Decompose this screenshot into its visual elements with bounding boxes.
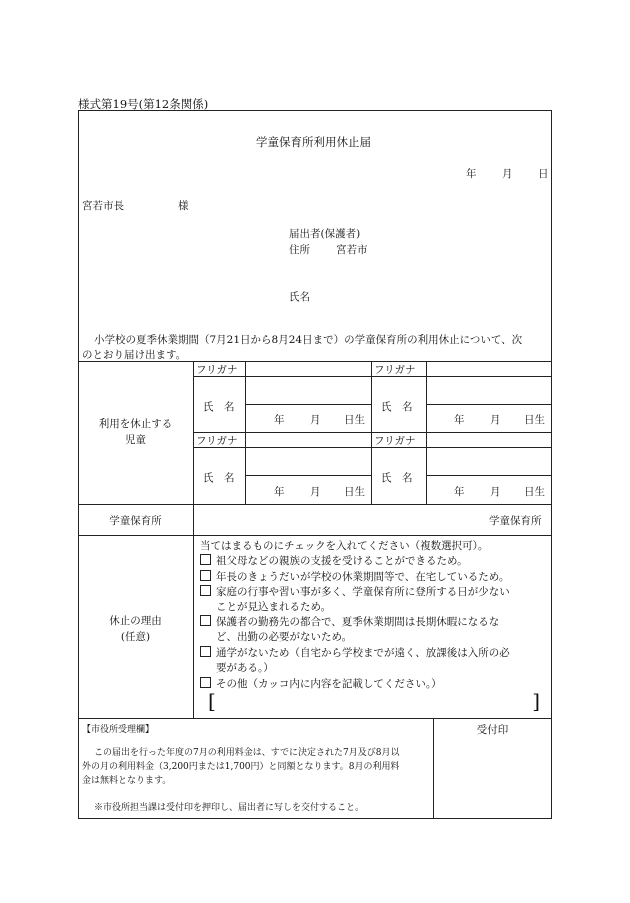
statement-line1: 小学校の夏季休業期間（7月21日から8月24日まで）の学童保育所の利用休止について、次 [94,334,523,346]
form-frame [78,110,552,819]
office-note-line2: 外の月の利用料金（3,200円または1,700円）と同額となります。8月の利用料 [82,762,400,772]
checkbox-icon[interactable] [200,646,211,657]
reason-option-4-label-cont: ど、出勤の必要がないため。 [216,631,353,643]
child-3-name-rule [245,475,371,476]
children-furigana-rule-1 [193,376,552,377]
reason-option-5-label: 通学がないため（自宅から学校までが遠く、放課後は入所の必 [216,647,510,659]
child-4-name-label: 氏 名 [381,472,413,484]
child-1-birth-year: 年 [274,414,285,426]
reason-divider [193,535,194,718]
reason-option-3[interactable] [200,584,510,599]
children-row-rule [193,432,552,433]
office-footnote: ※市役所担当課は受付印を押印し、届出者に写しを交付すること。 [94,803,365,813]
applicant-address-value: 宮若市 [336,244,368,256]
children-header-divider [193,361,194,535]
child-1-name-rule [245,404,371,405]
child-2-name-rule [426,404,552,405]
bracket-close: ] [532,689,540,713]
reason-option-2[interactable] [200,569,509,584]
applicant-name-label: 氏名 [289,291,310,303]
reason-option-6-label: その他（カッコ内に内容を記載してください。） [216,678,442,690]
reason-label-line1: 休止の理由 [109,615,162,627]
facility-suffix: 学童保育所 [489,515,542,527]
child-2-name-label: 氏 名 [381,401,413,413]
child-1-name-label: 氏 名 [203,401,235,413]
child-2-birth-year: 年 [454,414,465,426]
statement-line2: のとおり届け出ます。 [82,349,187,361]
child-3-name-label: 氏 名 [203,472,235,484]
children-furigana-rule-2 [193,447,552,448]
reason-option-4-label: 保護者の勤務先の都合で、夏季休業期間は長期休暇になるな [216,616,500,628]
reason-label-line2: (任意) [120,631,151,643]
reason-instruction: 当てはまるものにチェックを入れてください（複数選択可）。 [200,540,489,552]
children-header-line2: 児童 [125,434,146,446]
child-2-birth-month: 月 [490,414,501,426]
checkbox-icon[interactable] [200,554,211,565]
reason-option-1-label: 祖父母などの親族の支援を受けることができるため。 [216,555,468,567]
date-month-label: 月 [502,168,513,180]
reason-option-4[interactable] [200,614,499,629]
date-year-label: 年 [466,168,477,180]
reason-option-1[interactable] [200,553,468,568]
reason-option-3-label: 家庭の行事や習い事が多く、学童保育所に登所する日が少ない [216,586,510,598]
office-note-line3: 金は無料となります。 [82,776,172,786]
children-bottom-rule [78,504,552,505]
form-number: 様式第19号(第12条関係) [78,97,209,111]
children-top-rule [78,361,552,362]
child-4-furigana-label: フリガナ [374,435,416,447]
reception-stamp-label: 受付印 [476,724,509,736]
child-4-birth-day: 日生 [524,486,545,498]
reason-bottom-rule [78,718,552,719]
office-note-line1: この届出を行った年度の7月の利用料金は、すでに決定された7月及び8月以 [94,748,400,758]
child-1-furigana-label: フリガナ [196,364,238,376]
child-3-furigana-label: フリガナ [196,435,238,447]
reason-option-3-label-cont: ことが見込まれるため。 [216,601,332,613]
applicant-label: 届出者(保護者) [289,228,361,240]
reason-option-6[interactable] [200,676,442,691]
other-reason-input[interactable] [208,690,540,712]
reason-option-5-label-cont: 要がある。） [216,662,274,674]
child-3-birth-month: 月 [310,486,321,498]
children-header-line1: 利用を休止する [98,418,173,430]
facility-label: 学童保育所 [109,515,162,527]
child-2-birth-day: 日生 [524,414,545,426]
child-2-furigana-label: フリガナ [374,364,416,376]
checkbox-icon[interactable] [200,677,211,688]
child-4-birth-month: 月 [490,486,501,498]
reception-stamp-area [434,740,551,818]
checkbox-icon[interactable] [200,570,211,581]
date-day-label: 日 [538,168,549,180]
form-title: 学童保育所利用休止届 [256,135,371,149]
bracket-open: [ [208,689,216,713]
child-4-name-rule [426,475,552,476]
child-4-birth-year: 年 [454,486,465,498]
reason-option-5[interactable] [200,645,510,660]
child-3-birth-day: 日生 [344,486,365,498]
applicant-address-label: 住所 [289,244,310,256]
child-3-birth-year: 年 [274,486,285,498]
child-1-birth-month: 月 [310,414,321,426]
checkbox-icon[interactable] [200,585,211,596]
facility-bottom-rule [78,535,552,536]
checkbox-icon[interactable] [200,615,211,626]
reason-option-2-label: 年長のきょうだいが学校の休業期間等で、在宅しているため。 [216,571,510,583]
addressee-honorific: 様 [178,200,189,212]
office-header: 【市役所受理欄】 [82,725,155,735]
addressee-mayor: 宮若市長 [82,200,124,212]
child-1-birth-day: 日生 [344,414,365,426]
